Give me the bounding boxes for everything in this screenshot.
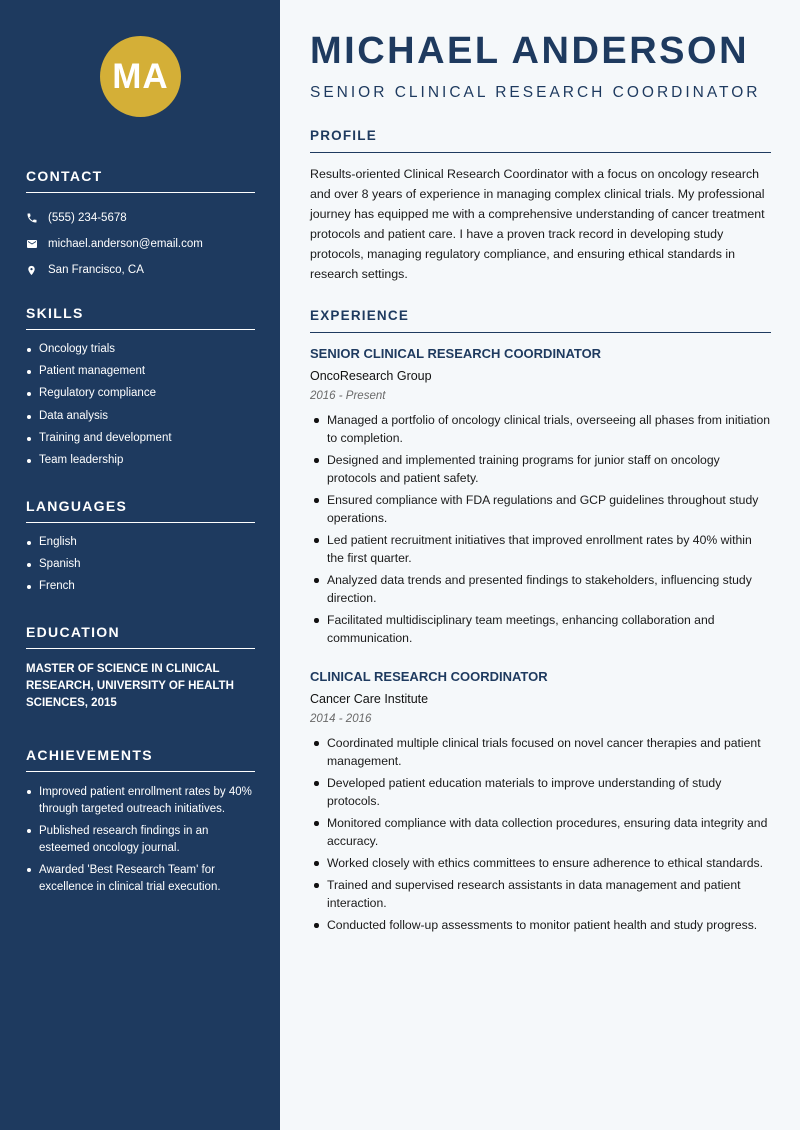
- skills-heading: SKILLS: [26, 305, 255, 330]
- languages-section: [26, 498, 255, 602]
- education-heading: EDUCATION: [26, 624, 255, 649]
- job-entry: [310, 669, 771, 938]
- skill-item: Regulatory compliance: [26, 386, 255, 401]
- job-role: CLINICAL RESEARCH COORDINATOR: [310, 669, 548, 684]
- job-bullet: Worked closely with ethics committees to ensure adherence to ethical standards.: [310, 854, 771, 872]
- email-text[interactable]: michael.anderson@email.com: [48, 238, 203, 250]
- contact-heading: CONTACT: [26, 168, 255, 193]
- education-entry: MASTER OF SCIENCE IN CLINICAL RESEARCH, UNIVERSITY OF HEALTH SCIENCES, 2015: [26, 663, 234, 709]
- skill-item: Team leadership: [26, 453, 255, 468]
- achievement-item: Improved patient enrollment rates by 40% through targeted outreach initiatives.: [26, 784, 255, 818]
- skill-item: Patient management: [26, 364, 255, 379]
- education-section: [26, 624, 255, 712]
- skill-item: Data analysis: [26, 409, 255, 424]
- job-bullet: Designed and implemented training programs for junior staff on oncology protocols and patient safety.: [310, 451, 771, 487]
- skills-section: [26, 305, 255, 475]
- achievements-heading: ACHIEVEMENTS: [26, 747, 255, 772]
- job-bullet: Managed a portfolio of oncology clinical trials, overseeing all phases from initiation to completion.: [310, 411, 771, 447]
- experience-heading: EXPERIENCE: [310, 308, 771, 333]
- email-icon: [26, 238, 48, 250]
- skills-list: [26, 342, 255, 468]
- job-bullet: Ensured compliance with FDA regulations and GCP guidelines throughout study operations.: [310, 491, 771, 527]
- profile-text: Results-oriented Clinical Research Coordinator with a focus on oncology research and over 8 years of experience in managing complex clinical trials. My professional journey has equipped me with a comprehensive understanding of cancer treatment protocols and patient care. I have a proven track record in developing study protocols, managing regulatory compliance, and ensuring ethical standards in research settings.: [310, 167, 765, 281]
- skill-item: Oncology trials: [26, 342, 255, 357]
- job-bullets: [310, 411, 771, 647]
- phone-text[interactable]: (555) 234-5678: [48, 212, 127, 224]
- contact-section: [26, 168, 255, 283]
- job-bullet: Developed patient education materials to improve understanding of study protocols.: [310, 774, 771, 810]
- job-entry: [310, 346, 771, 651]
- avatar: MA: [100, 36, 181, 117]
- job-bullet: Monitored compliance with data collection procedures, ensuring data integrity and accuracy.: [310, 814, 771, 850]
- languages-list: [26, 535, 255, 594]
- profile-heading: PROFILE: [310, 128, 771, 153]
- contact-phone: [26, 205, 255, 231]
- sidebar: [0, 0, 280, 1130]
- achievements-list: [26, 784, 255, 896]
- job-bullet: Analyzed data trends and presented findings to stakeholders, influencing study direction.: [310, 571, 771, 607]
- contact-email: [26, 231, 255, 257]
- phone-icon: [26, 212, 48, 224]
- job-bullet: Trained and supervised research assistants in data management and patient interaction.: [310, 876, 771, 912]
- candidate-title: SENIOR CLINICAL RESEARCH COORDINATOR: [310, 84, 761, 101]
- location-pin-icon: [26, 264, 48, 277]
- job-company: OncoResearch Group: [310, 369, 432, 383]
- achievements-section: [26, 747, 255, 901]
- language-item: Spanish: [26, 557, 255, 572]
- achievement-item: Published research findings in an esteemed oncology journal.: [26, 823, 255, 857]
- location-text: San Francisco, CA: [48, 264, 144, 276]
- job-bullet: Conducted follow-up assessments to monitor patient health and study progress.: [310, 916, 771, 934]
- language-item: French: [26, 579, 255, 594]
- languages-heading: LANGUAGES: [26, 498, 255, 523]
- job-bullet: Led patient recruitment initiatives that improved enrollment rates by 40% within the first quarter.: [310, 531, 771, 567]
- job-dates: 2014 - 2016: [310, 713, 372, 725]
- language-item: English: [26, 535, 255, 550]
- job-bullets: [310, 734, 771, 934]
- job-role: SENIOR CLINICAL RESEARCH COORDINATOR: [310, 346, 602, 361]
- skill-item: Training and development: [26, 431, 255, 446]
- job-bullet: Coordinated multiple clinical trials focused on novel cancer therapies and patient management.: [310, 734, 771, 770]
- achievement-item: Awarded 'Best Research Team' for excellence in clinical trial execution.: [26, 862, 255, 896]
- job-bullet: Facilitated multidisciplinary team meetings, enhancing collaboration and communication.: [310, 611, 771, 647]
- job-company: Cancer Care Institute: [310, 692, 429, 706]
- job-dates: 2016 - Present: [310, 390, 386, 402]
- contact-location: [26, 257, 255, 283]
- candidate-name: MICHAEL ANDERSON: [310, 30, 750, 72]
